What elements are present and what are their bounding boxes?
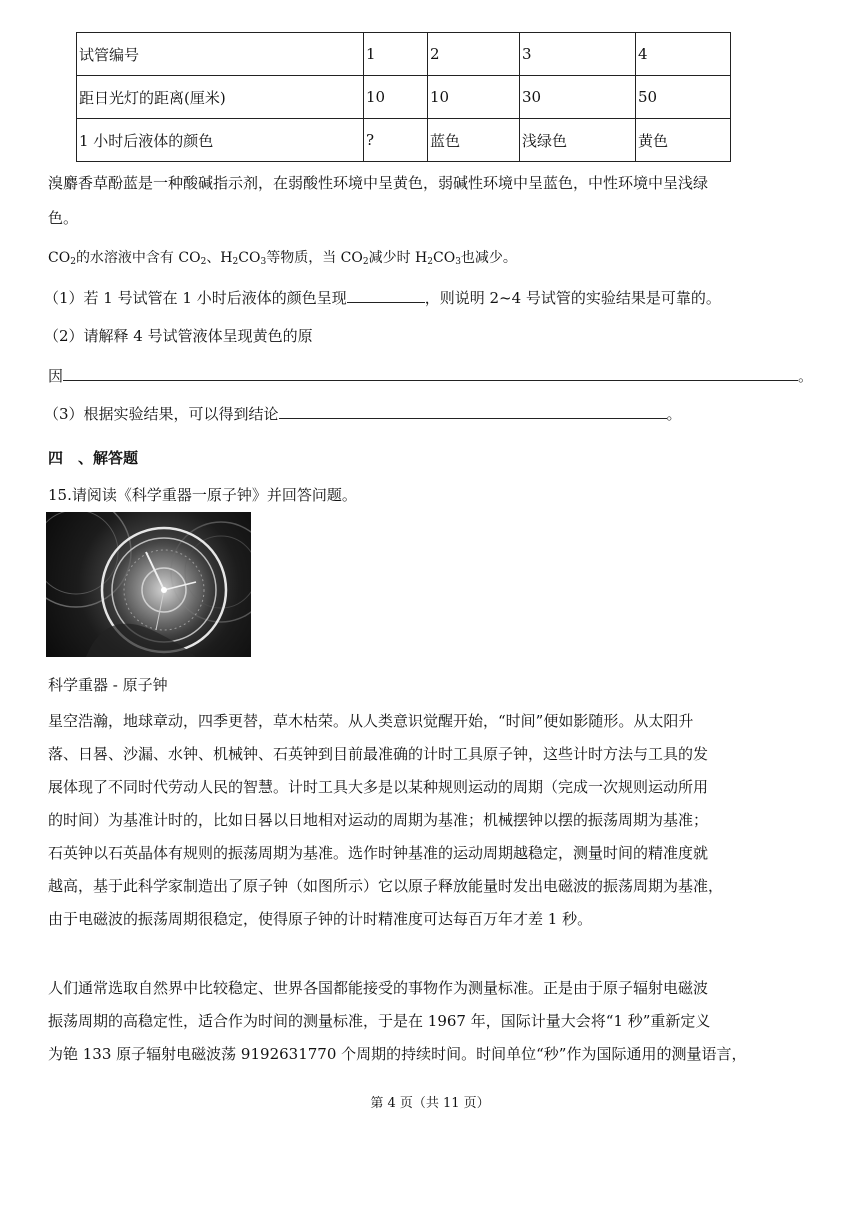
paragraph-line: 振荡周期的高稳定性，适合作为时间的测量标准，于是在 1967 年，国际计量大会将“1 秒”重新定义 bbox=[48, 1012, 711, 1030]
subscript: 2 bbox=[200, 257, 207, 267]
co2-text-part: 减少时 H bbox=[368, 250, 428, 266]
question-3-text-end: 。 bbox=[666, 405, 682, 423]
question-15: 15.请阅读《科学重器一原子钟》并回答问题。 bbox=[48, 486, 357, 504]
table-cell: 蓝色 bbox=[428, 119, 520, 162]
question-2-line1: （2）请解释 4 号试管液体呈现黄色的原 bbox=[44, 327, 313, 345]
co2-text-part: CO bbox=[48, 250, 71, 266]
paragraph-line: 石英钟以石英晶体有规则的振荡周期为基准。选作时钟基准的运动周期越稳定，测量时间的精准度就 bbox=[48, 844, 709, 862]
subscript: 2 bbox=[427, 257, 433, 267]
section-heading: 四 、解答题 bbox=[48, 449, 139, 467]
table-cell: 10 bbox=[364, 76, 428, 119]
table-cell: 10 bbox=[428, 76, 520, 119]
co2-text bbox=[48, 243, 517, 277]
paragraph-line: 落、日晷、沙漏、水钟、机械钟、石英钟到目前最准确的计时工具原子钟，这些计时方法与工具的发 bbox=[48, 745, 709, 763]
question-2-text-end: 。 bbox=[798, 367, 814, 385]
question-3-text: （3）根据实验结果，可以得到结论 bbox=[44, 405, 279, 423]
indicator-text-line2: 色。 bbox=[48, 209, 79, 227]
table-cell: 2 bbox=[428, 33, 520, 76]
co2-text-part: 、H bbox=[206, 250, 233, 266]
question-1-text: （1）若 1 号试管在 1 小时后液体的颜色呈现 bbox=[44, 289, 347, 307]
co2-text-part: CO bbox=[432, 250, 456, 266]
question-1 bbox=[44, 283, 721, 313]
table-row bbox=[77, 33, 731, 76]
table-cell: 1 bbox=[364, 33, 428, 76]
paragraph-line: 展体现了不同时代劳动人民的智慧。计时工具大多是以某种规则运动的周期（完成一次规则运动所用 bbox=[48, 778, 709, 796]
subscript: 3 bbox=[455, 257, 461, 267]
table-cell: 30 bbox=[520, 76, 636, 119]
question-2-text: 因 bbox=[48, 367, 64, 385]
page-footer: 第 4 页（共 11 页） bbox=[370, 1096, 490, 1111]
table-cell: 1 小时后液体的颜色 bbox=[77, 119, 364, 162]
article-caption: 科学重器 - 原子钟 bbox=[48, 676, 168, 694]
paragraph-line: 人们通常选取自然界中比较稳定、世界各国都能接受的事物作为测量标准。正是由于原子辐射电磁波 bbox=[48, 979, 709, 997]
question-1-text-end: ，则说明 2~4 号试管的实验结果是可靠的。 bbox=[424, 289, 721, 307]
question-2-line2 bbox=[48, 361, 813, 391]
table-cell: 3 bbox=[520, 33, 636, 76]
subscript: 2 bbox=[232, 257, 239, 267]
table-cell: 浅绿色 bbox=[520, 119, 636, 162]
paragraph-line: 星空浩瀚，地球章动，四季更替，草木枯荣。从人类意识觉醒开始，“时间”便如影随形。从太阳升 bbox=[48, 712, 694, 730]
paragraph-line: 由于电磁波的振荡周期很稳定，使得原子钟的计时精准度可达每百万年才差 1 秒。 bbox=[48, 910, 593, 928]
answer-blank-1[interactable] bbox=[347, 284, 425, 303]
table-cell: 试管编号 bbox=[77, 33, 364, 76]
paragraph-line: 为铯 133 原子辐射电磁波荡 9192631770 个周期的持续时间。时间单位“秒”作为国际通用的测量语言， bbox=[48, 1045, 747, 1063]
co2-text-part: 等物质，当 CO bbox=[266, 250, 363, 266]
table-cell: 4 bbox=[636, 33, 731, 76]
paragraph-line: 的时间）为基准计时的，比如日晷以日地相对运动的周期为基准；机械摆钟以摆的振荡周期为基准； bbox=[48, 811, 709, 829]
clock-illustration bbox=[46, 512, 251, 657]
experiment-table bbox=[76, 32, 731, 162]
subscript: 2 bbox=[362, 257, 369, 267]
co2-text-part: CO bbox=[238, 250, 261, 266]
atomic-clock-image bbox=[46, 512, 251, 657]
article-paragraph-1 bbox=[48, 705, 816, 936]
table-cell: ? bbox=[364, 119, 428, 162]
table-cell: 黄色 bbox=[636, 119, 731, 162]
question-3 bbox=[44, 399, 682, 429]
table-cell: 距日光灯的距离(厘米) bbox=[77, 76, 364, 119]
answer-blank-3[interactable] bbox=[279, 400, 667, 419]
subscript: 2 bbox=[70, 257, 76, 267]
co2-text-part: 的水溶液中含有 CO bbox=[75, 250, 201, 266]
article-paragraph-2 bbox=[48, 972, 816, 1071]
answer-blank-2[interactable] bbox=[63, 362, 798, 381]
table-row bbox=[77, 76, 731, 119]
subscript: 3 bbox=[260, 257, 267, 267]
table-cell: 50 bbox=[636, 76, 731, 119]
table-row bbox=[77, 119, 731, 162]
paragraph-line: 越高，基于此科学家制造出了原子钟（如图所示）它以原子释放能量时发出电磁波的振荡周期为基准， bbox=[48, 877, 724, 895]
indicator-text-line1: 溴麝香草酚蓝是一种酸碱指示剂，在弱酸性环境中呈黄色，弱碱性环境中呈蓝色，中性环境中呈浅绿 bbox=[48, 174, 709, 192]
co2-text-part: 也减少。 bbox=[460, 250, 517, 266]
